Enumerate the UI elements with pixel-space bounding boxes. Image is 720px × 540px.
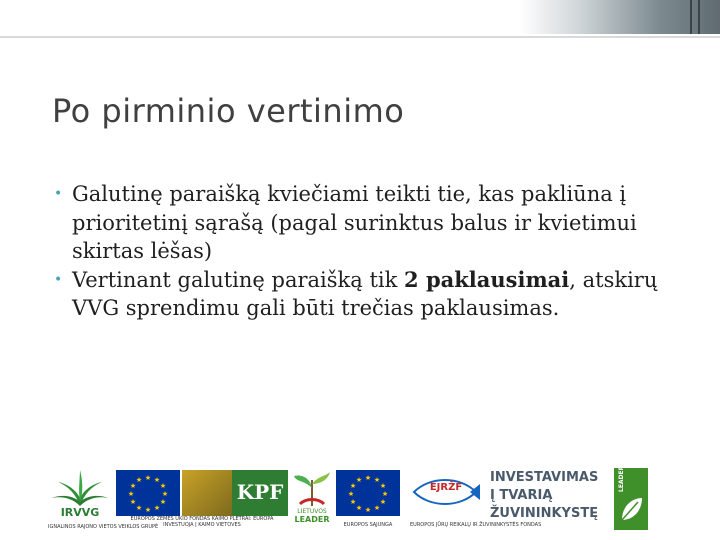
svg-text:★: ★ bbox=[355, 476, 363, 484]
slide-title: Po pirminio vertinimo bbox=[52, 92, 405, 130]
svg-text:★: ★ bbox=[153, 504, 161, 512]
investavimas-line3: ŽUVININKYSTĘ bbox=[490, 506, 599, 521]
lietuvos-leader-logo bbox=[290, 468, 334, 532]
eu-caption: EUROPOS SĄJUNGA bbox=[343, 522, 393, 528]
leader-name: LEADER bbox=[618, 465, 625, 492]
bullet-text: Galutinę paraišką kviečiami teikti tie, kas pakliūna į prioritetinį sąrašą (pagal surinktus balus ir kvietimui skirtas lėšas) bbox=[72, 182, 637, 263]
svg-text:★: ★ bbox=[349, 482, 357, 490]
svg-text:★: ★ bbox=[161, 490, 169, 498]
ejrzf-caption: EUROPOS JŪRŲ REIKALŲ IR ŽUVININKYSTĖS FONDAS bbox=[410, 522, 542, 528]
leader-logo bbox=[614, 465, 654, 532]
svg-text:★: ★ bbox=[364, 506, 372, 514]
investavimas-line2: Į TVARIĄ bbox=[490, 488, 553, 503]
investavimas-line1: INVESTAVIMAS bbox=[490, 470, 599, 485]
svg-text:★: ★ bbox=[129, 498, 137, 506]
kpf-box bbox=[232, 470, 288, 516]
eu-flag-icon bbox=[116, 470, 180, 516]
irvvg-caption: IGNALINOS RAJONO VIETOS VEIKLOS GRUPĖ bbox=[48, 524, 159, 530]
svg-text:★: ★ bbox=[135, 476, 143, 484]
bullet-item bbox=[52, 266, 692, 323]
eu-logo bbox=[336, 468, 400, 532]
bullet-icon: • bbox=[54, 186, 63, 202]
irvvg-leaves-icon bbox=[48, 468, 112, 508]
svg-text:★: ★ bbox=[379, 482, 387, 490]
svg-text:★: ★ bbox=[159, 498, 167, 506]
irvvg-logo bbox=[48, 468, 159, 532]
svg-text:★: ★ bbox=[355, 504, 363, 512]
bullet-item bbox=[52, 180, 692, 266]
svg-text:★: ★ bbox=[373, 504, 381, 512]
bullet-text-part: , atskirų VVG sprendimu gali būti trečias paklausimas. bbox=[72, 267, 658, 320]
svg-text:★: ★ bbox=[381, 490, 389, 498]
svg-text:★: ★ bbox=[127, 490, 135, 498]
investavimas-logo bbox=[488, 468, 610, 532]
svg-text:★: ★ bbox=[129, 482, 137, 490]
svg-text:★: ★ bbox=[144, 474, 152, 482]
kpf-name: KPF bbox=[236, 480, 284, 504]
svg-text:★: ★ bbox=[153, 476, 161, 484]
svg-text:★: ★ bbox=[135, 504, 143, 512]
leaf-icon bbox=[614, 492, 648, 526]
svg-text:★: ★ bbox=[373, 476, 381, 484]
leader-text: LEADER bbox=[294, 515, 330, 524]
svg-text:★: ★ bbox=[159, 482, 167, 490]
eafrd-caption: EUROPOS ŽEMĖS ŪKIO FONDAS KAIMO PLĖTRAI: EUROPA INVESTUOJA Į KAIMO VIETOVES bbox=[130, 516, 274, 528]
svg-text:★: ★ bbox=[144, 506, 152, 514]
lietuvos-text: LIETUVOS bbox=[297, 508, 327, 515]
bullet-list bbox=[52, 180, 692, 323]
eu-flag-icon bbox=[336, 470, 400, 516]
top-decoration bbox=[0, 0, 720, 34]
irvvg-name: IRVVG bbox=[60, 506, 100, 519]
eafrd-logo bbox=[116, 468, 288, 532]
leader-box bbox=[614, 465, 648, 530]
svg-text:★: ★ bbox=[379, 498, 387, 506]
bullet-bold-text: 2 paklausimai bbox=[404, 266, 570, 292]
ejrzf-name: EJRŽF bbox=[429, 482, 463, 493]
sprout-icon bbox=[290, 468, 334, 508]
svg-text:★: ★ bbox=[364, 474, 372, 482]
sponsor-logos bbox=[44, 465, 684, 532]
svg-text:★: ★ bbox=[349, 498, 357, 506]
bullet-text-part: Vertinant galutinę paraišką tik bbox=[72, 267, 405, 292]
bullet-icon: • bbox=[54, 271, 63, 288]
wheat-image bbox=[182, 470, 232, 516]
svg-text:★: ★ bbox=[347, 490, 355, 498]
